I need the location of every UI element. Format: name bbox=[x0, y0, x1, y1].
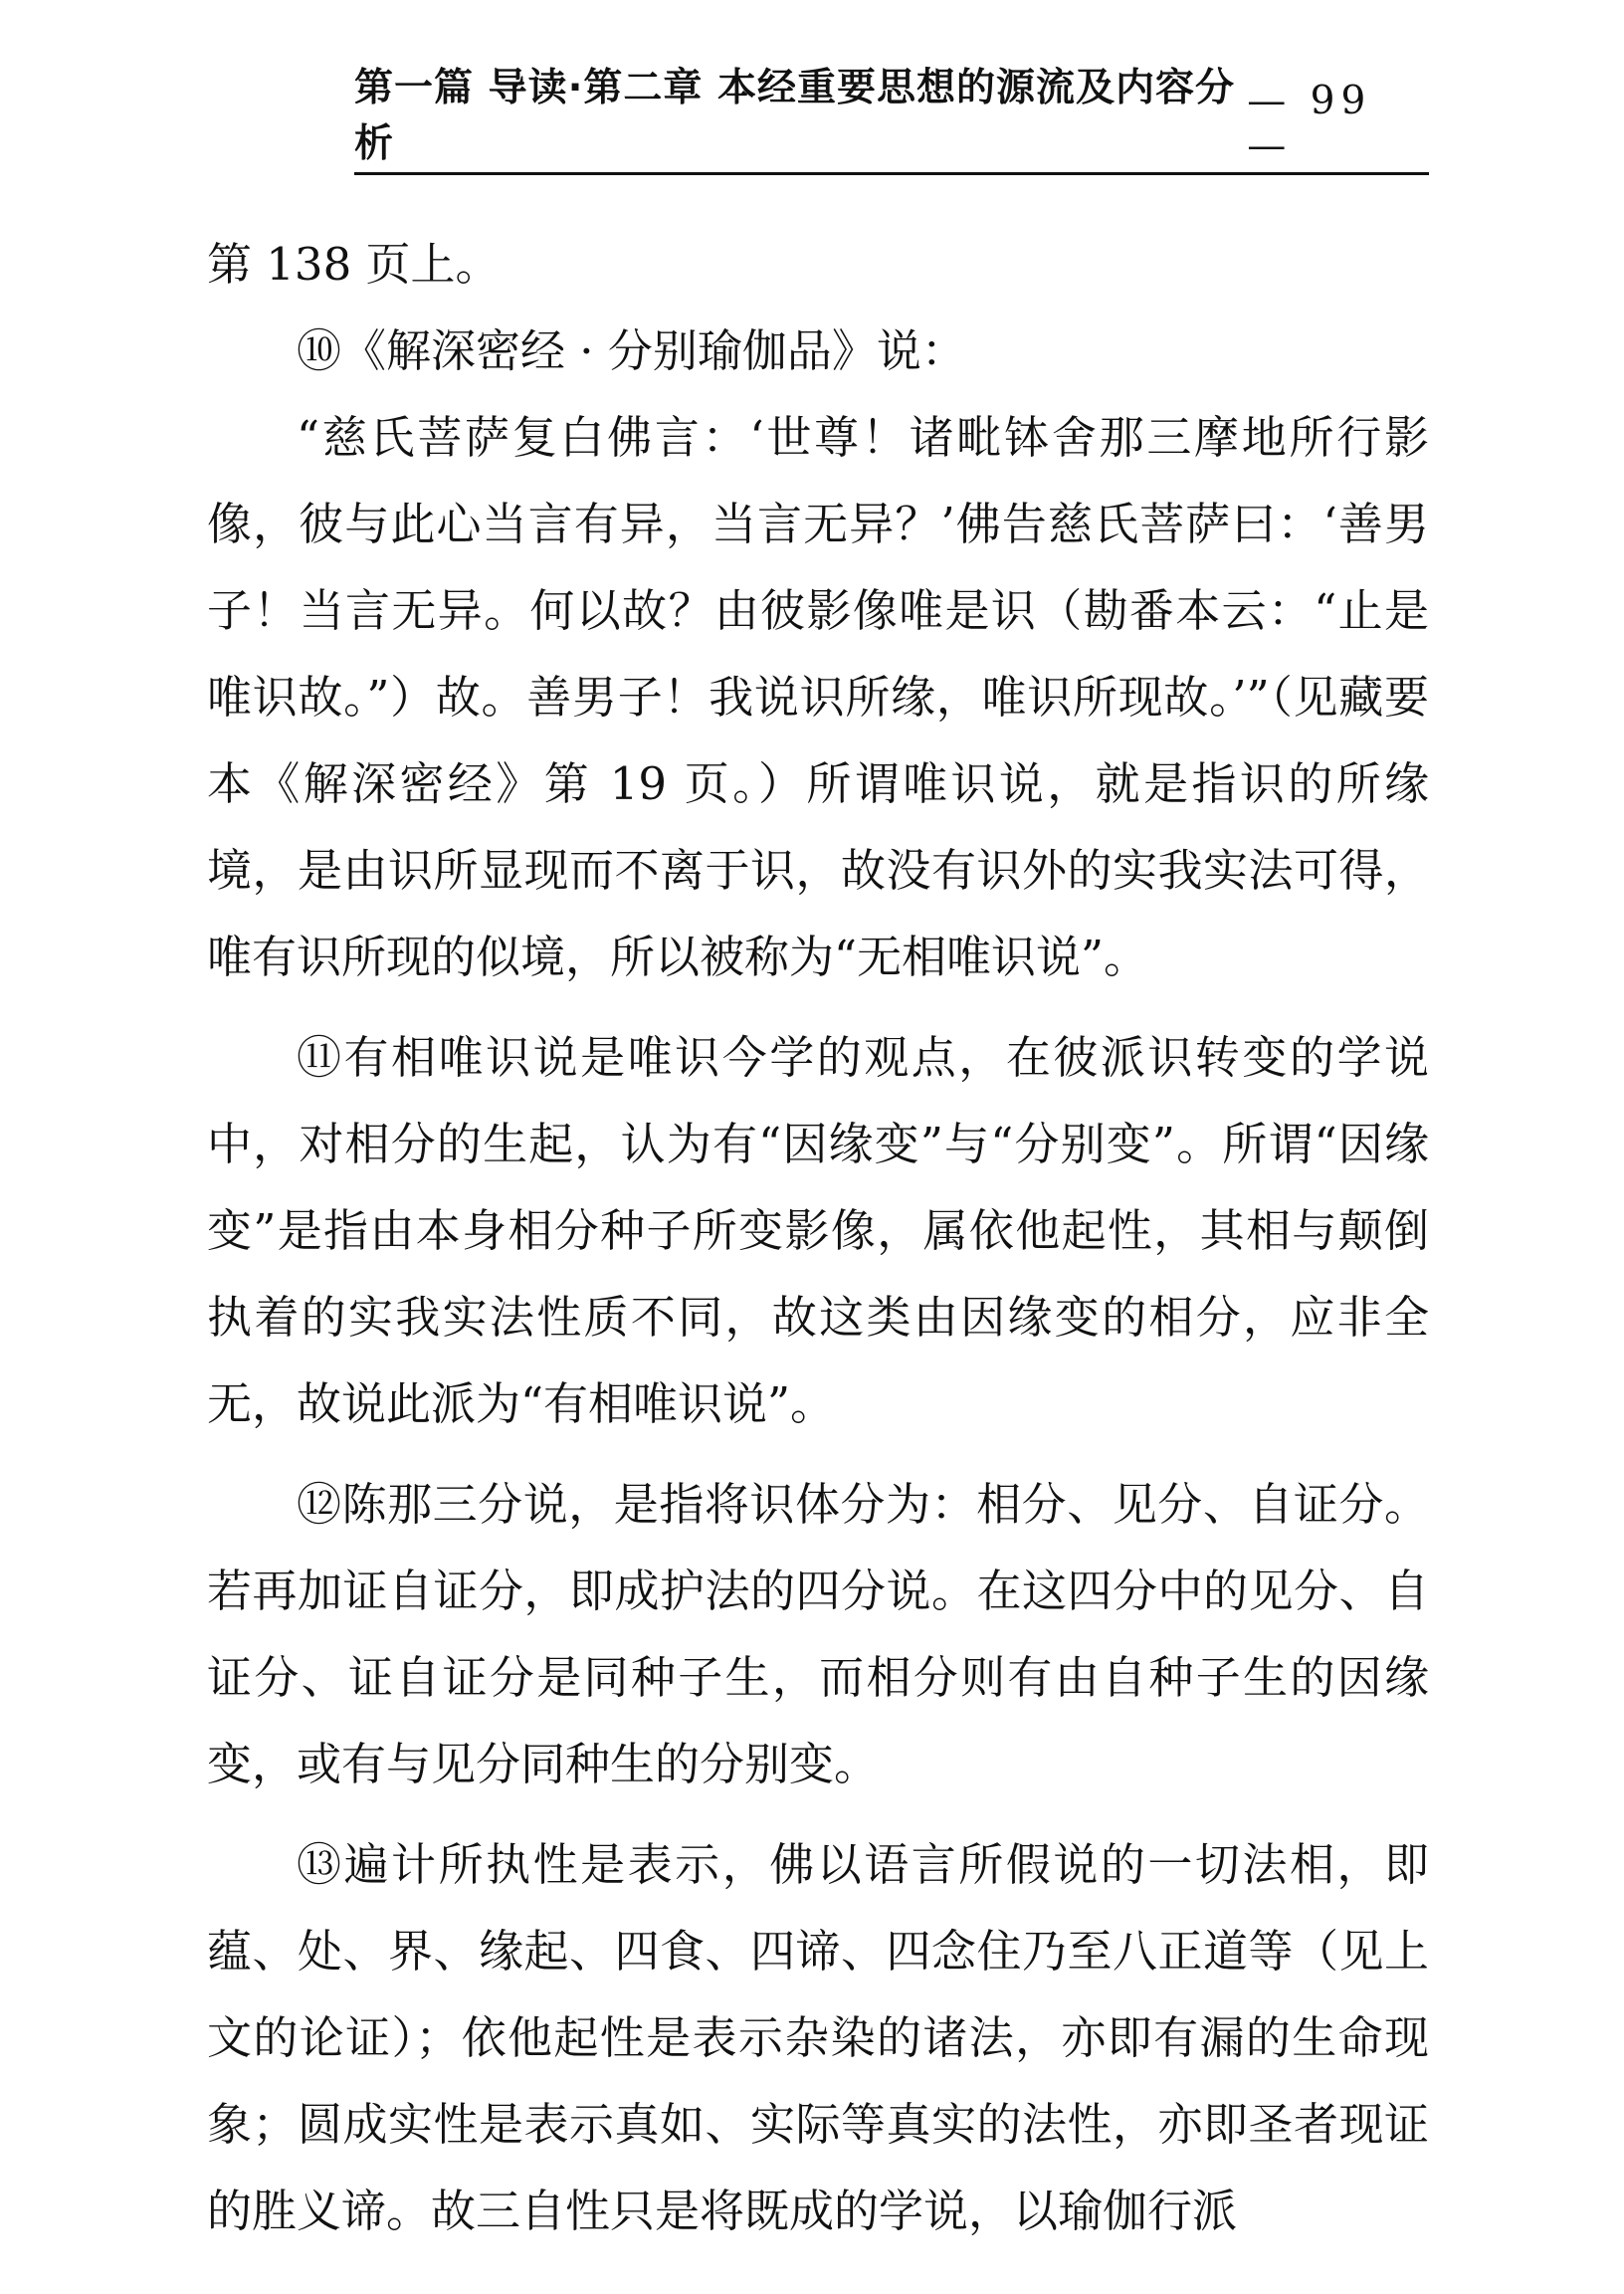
paragraph-sutra-quote: “慈氏菩萨复白佛言：‘世尊！诸毗钵舍那三摩地所行影像，彼与此心当言有异，当言无异？’佛告慈氏菩萨曰：‘善男子！当言无异。何以故？由彼影像唯是识（勘番本云：“止是唯识故。”）故。善男子！我说识所缘，唯识所现故。’”（见藏要本《解深密经》第 19 页。）所谓唯识说，就是指识的所缘境，是由识所显现而不离于识，故没有识外的实我实法可得，唯有识所现的似境，所以被称为“无相唯识说”。 bbox=[207, 411, 1429, 983]
page-number: — 99 — bbox=[1247, 79, 1372, 168]
paragraph-note-61: ⑪有相唯识说是唯识今学的观点，在彼派识转变的学说中，对相分的生起，认为有“因缘变”与“分别变”。所谓“因缘变”是指由本身相分种子所变影像，属依他起性，其相与颠倒执着的实我实法性质不同，故这类由因缘变的相分，应非全无，故说此派为“有相唯识说”。 bbox=[207, 1031, 1429, 1430]
paragraph-continuation: 第 138 页上。 bbox=[207, 238, 501, 291]
header-title: 第一篇 导读·第二章 本经重要思想的源流及内容分析 bbox=[354, 66, 1235, 166]
paragraph-note-63: ⑬遍计所执性是表示，佛以语言所假说的一切法相，即蕴、处、界、缘起、四食、四谛、四念住乃至八正道等（见上文的论证）；依他起性是表示杂染的诸法，亦即有漏的生命现象；圆成实性是表示真如、实际等真实的法性，亦即圣者现证的胜义谛。故三自性只是将既成的学说，以瑜伽行派 bbox=[207, 1838, 1429, 2237]
running-header bbox=[354, 66, 1429, 175]
page-body bbox=[207, 221, 1429, 2254]
paragraph-note-60: ⑩《解深密经 · 分别瑜伽品》说： bbox=[297, 324, 966, 377]
paragraph-note-62: ⑫陈那三分说，是指将识体分为：相分、见分、自证分。若再加证自证分，即成护法的四分说。在这四分中的见分、自证分、证自证分是同种子生，而相分则有由自种子生的因缘变，或有与见分同种生的分别变。 bbox=[207, 1478, 1429, 1790]
